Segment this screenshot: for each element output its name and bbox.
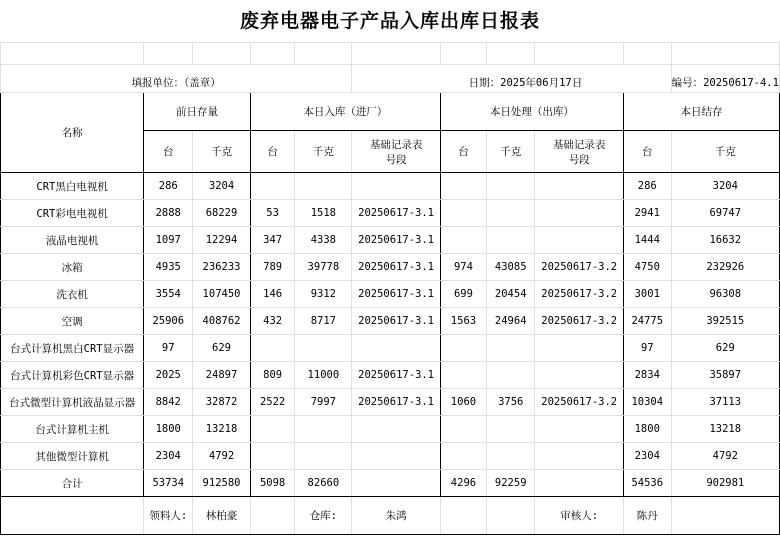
out-record: 20250617-3.2 (535, 281, 624, 308)
in-kg: 9312 (295, 281, 352, 308)
prev-kg: 13218 (193, 416, 251, 443)
record-header-line2: 号段 (568, 153, 590, 166)
report-title: 废弃电器电子产品入库出库日报表 (239, 10, 540, 32)
item-name: 台式计算机主机 (1, 416, 144, 443)
unit-tai: 台 (144, 131, 193, 173)
item-name: 台式计算机黑白CRT显示器 (1, 335, 144, 362)
table-row (1, 200, 780, 227)
end-kg: 629 (671, 335, 779, 362)
in-kg (295, 416, 352, 443)
end-kg: 69747 (671, 200, 779, 227)
unit-kg: 千克 (193, 131, 251, 173)
total-end-units: 54536 (623, 470, 671, 497)
end-kg: 3204 (671, 173, 779, 200)
end-units: 1800 (623, 416, 671, 443)
end-units: 10304 (623, 389, 671, 416)
in-record: 20250617-3.1 (352, 227, 441, 254)
report-date: 日期：2025年06月17日 (352, 65, 671, 93)
out-units (440, 173, 486, 200)
end-units: 2834 (623, 362, 671, 389)
in-units: 432 (250, 308, 295, 335)
out-record: 20250617-3.2 (535, 254, 624, 281)
unit-tai: 台 (440, 131, 486, 173)
in-units (250, 335, 295, 362)
out-kg (487, 173, 535, 200)
out-record (535, 443, 624, 470)
total-out-record (535, 470, 624, 497)
prev-units: 1800 (144, 416, 193, 443)
prev-kg: 107450 (193, 281, 251, 308)
in-record: 20250617-3.1 (352, 254, 441, 281)
end-units: 2304 (623, 443, 671, 470)
reviewer-name: 陈丹 (623, 497, 671, 535)
out-units: 1563 (440, 308, 486, 335)
total-out-kg: 92259 (487, 470, 535, 497)
out-units (440, 200, 486, 227)
end-kg: 35897 (671, 362, 779, 389)
out-kg (487, 443, 535, 470)
record-header-line2: 号段 (385, 153, 407, 166)
prev-units: 286 (144, 173, 193, 200)
item-name: 洗衣机 (1, 281, 144, 308)
in-kg: 11000 (295, 362, 352, 389)
end-units: 1444 (623, 227, 671, 254)
in-kg: 39778 (295, 254, 352, 281)
table-row (1, 362, 780, 389)
out-kg (487, 227, 535, 254)
end-units: 3001 (623, 281, 671, 308)
end-units: 24775 (623, 308, 671, 335)
in-record (352, 335, 441, 362)
out-kg: 43085 (487, 254, 535, 281)
in-record: 20250617-3.1 (352, 200, 441, 227)
header-today-end: 本日结存 (623, 93, 779, 131)
header-row-groups (1, 93, 780, 131)
prev-units: 97 (144, 335, 193, 362)
prev-units: 25906 (144, 308, 193, 335)
header-prev-stock: 前日存量 (144, 93, 251, 131)
header-today-in: 本日入库（进厂） (250, 93, 440, 131)
total-end-kg: 902981 (671, 470, 779, 497)
warehouse-label: 仓库: (295, 497, 352, 535)
end-units: 97 (623, 335, 671, 362)
in-kg: 8717 (295, 308, 352, 335)
out-record (535, 335, 624, 362)
item-name: CRT黑白电视机 (1, 173, 144, 200)
out-kg: 24964 (487, 308, 535, 335)
item-name: 其他微型计算机 (1, 443, 144, 470)
out-units (440, 416, 486, 443)
out-record (535, 362, 624, 389)
in-units: 2522 (250, 389, 295, 416)
out-units: 974 (440, 254, 486, 281)
table-row (1, 335, 780, 362)
record-number-header (535, 131, 624, 173)
out-units: 1060 (440, 389, 486, 416)
end-units: 2941 (623, 200, 671, 227)
out-kg (487, 200, 535, 227)
prev-units: 4935 (144, 254, 193, 281)
signature-row (1, 497, 780, 535)
out-units: 699 (440, 281, 486, 308)
in-record (352, 416, 441, 443)
end-kg: 37113 (671, 389, 779, 416)
record-header-line1: 基础记录表 (369, 138, 423, 151)
warehouse-name: 朱鸿 (352, 497, 441, 535)
end-kg: 13218 (671, 416, 779, 443)
out-kg (487, 362, 535, 389)
in-kg (295, 335, 352, 362)
in-kg: 4338 (295, 227, 352, 254)
end-units: 286 (623, 173, 671, 200)
out-record (535, 227, 624, 254)
out-record (535, 200, 624, 227)
table-row (1, 254, 780, 281)
table-row (1, 443, 780, 470)
out-record: 20250617-3.2 (535, 308, 624, 335)
in-kg: 7997 (295, 389, 352, 416)
in-units: 347 (250, 227, 295, 254)
meta-row (1, 65, 780, 93)
table-row (1, 416, 780, 443)
in-kg (295, 173, 352, 200)
total-row (1, 470, 780, 497)
in-kg (295, 443, 352, 470)
item-name: 空调 (1, 308, 144, 335)
table-row (1, 281, 780, 308)
item-name: 台式微型计算机液晶显示器 (1, 389, 144, 416)
header-name: 名称 (1, 93, 144, 173)
in-record (352, 173, 441, 200)
total-in-kg: 82660 (295, 470, 352, 497)
prev-kg: 24897 (193, 362, 251, 389)
prev-kg: 68229 (193, 200, 251, 227)
end-units: 4750 (623, 254, 671, 281)
in-kg: 1518 (295, 200, 352, 227)
out-units (440, 362, 486, 389)
record-number-header (352, 131, 441, 173)
out-kg (487, 416, 535, 443)
prev-kg: 12294 (193, 227, 251, 254)
unit-kg: 千克 (487, 131, 535, 173)
out-units (440, 335, 486, 362)
out-kg: 20454 (487, 281, 535, 308)
prev-units: 2304 (144, 443, 193, 470)
in-record: 20250617-3.1 (352, 308, 441, 335)
reviewer-label: 审核人: (535, 497, 624, 535)
header-today-out: 本日处理（出库） (440, 93, 623, 131)
report-number: 编号：20250617-4.1 (671, 65, 779, 93)
in-units: 809 (250, 362, 295, 389)
out-record: 20250617-3.2 (535, 389, 624, 416)
item-name: 冰箱 (1, 254, 144, 281)
in-units (250, 416, 295, 443)
in-record: 20250617-3.1 (352, 362, 441, 389)
total-out-units: 4296 (440, 470, 486, 497)
end-kg: 4792 (671, 443, 779, 470)
prev-units: 2888 (144, 200, 193, 227)
unit-kg: 千克 (671, 131, 779, 173)
report-table (0, 42, 780, 535)
total-prev-units: 53734 (144, 470, 193, 497)
in-units (250, 443, 295, 470)
out-units (440, 443, 486, 470)
table-row (1, 227, 780, 254)
prev-units: 8842 (144, 389, 193, 416)
in-units: 789 (250, 254, 295, 281)
prev-units: 3554 (144, 281, 193, 308)
total-in-units: 5098 (250, 470, 295, 497)
out-kg (487, 335, 535, 362)
prev-units: 1097 (144, 227, 193, 254)
prev-kg: 4792 (193, 443, 251, 470)
table-row (1, 308, 780, 335)
total-label: 合计 (1, 470, 144, 497)
prev-kg: 629 (193, 335, 251, 362)
prev-units: 2025 (144, 362, 193, 389)
record-header-line1: 基础记录表 (552, 138, 606, 151)
end-kg: 16632 (671, 227, 779, 254)
table-row (1, 389, 780, 416)
fill-unit-label: 填报单位：（盖章） (1, 65, 352, 93)
receiver-name: 林柏豪 (193, 497, 251, 535)
item-name: 台式计算机彩色CRT显示器 (1, 362, 144, 389)
unit-kg: 千克 (295, 131, 352, 173)
prev-kg: 236233 (193, 254, 251, 281)
prev-kg: 3204 (193, 173, 251, 200)
unit-tai: 台 (623, 131, 671, 173)
in-units (250, 173, 295, 200)
unit-tai: 台 (250, 131, 295, 173)
in-record: 20250617-3.1 (352, 389, 441, 416)
in-units: 146 (250, 281, 295, 308)
in-record: 20250617-3.1 (352, 281, 441, 308)
in-record (352, 443, 441, 470)
prev-kg: 408762 (193, 308, 251, 335)
table-row (1, 173, 780, 200)
item-name: CRT彩电电视机 (1, 200, 144, 227)
out-record (535, 173, 624, 200)
end-kg: 392515 (671, 308, 779, 335)
total-in-record (352, 470, 441, 497)
prev-kg: 32872 (193, 389, 251, 416)
spacer-row (1, 43, 780, 65)
end-kg: 96308 (671, 281, 779, 308)
receiver-label: 领料人: (144, 497, 193, 535)
out-units (440, 227, 486, 254)
total-prev-kg: 912580 (193, 470, 251, 497)
out-record (535, 416, 624, 443)
out-kg: 3756 (487, 389, 535, 416)
end-kg: 232926 (671, 254, 779, 281)
in-units: 53 (250, 200, 295, 227)
item-name: 液晶电视机 (1, 227, 144, 254)
